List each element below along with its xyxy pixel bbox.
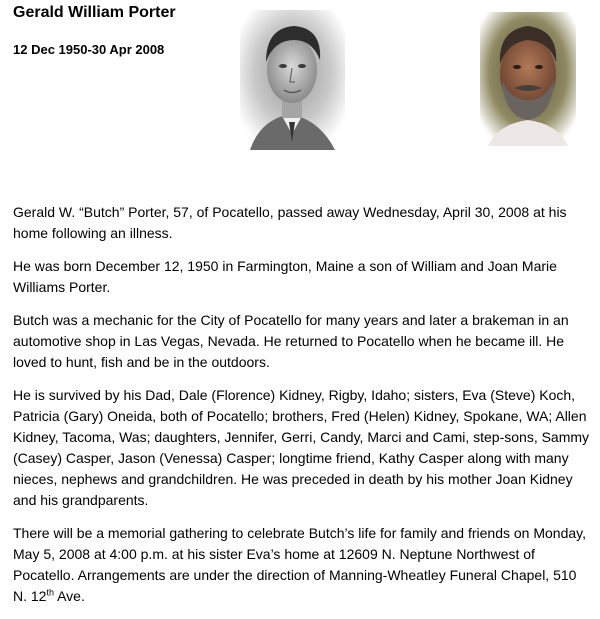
obituary-paragraph-1: Gerald W. “Butch” Porter, 57, of Pocatello, passed away Wednesday, April 30, 2008 at his home following an illness.	[13, 204, 567, 241]
obituary-paragraph-5-end: Ave.	[53, 588, 85, 604]
portrait-young-photo	[240, 10, 345, 150]
deceased-name: Gerald William Porter	[13, 4, 176, 21]
life-dates: 12 Dec 1950-30 Apr 2008	[13, 42, 165, 57]
portrait-older-photo	[480, 12, 576, 146]
obituary-paragraph-5	[13, 523, 593, 607]
obituary-paragraph-2: He was born December 12, 1950 in Farmington, Maine a son of William and Joan Marie Williams Porter.	[13, 258, 557, 295]
obituary-paragraph-3: Butch was a mechanic for the City of Pocatello for many years and later a brakeman in an automotive shop in Las Vegas, Nevada. He returned to Pocatello when he became ill. He loved to hunt, fish and be in the outdoors.	[13, 312, 569, 370]
obituary-paragraph-5-main: There will be a memorial gathering to celebrate Butch’s life for family and friends on Monday, May 5, 2008 at 4:00 p.m. at his sister Eva’s home at 12609 N. Neptune Northwest of Pocatello. Arrangements are under the direction of Manning-Wheatley Funeral Chapel, 510 N. 12	[13, 525, 586, 604]
obituary-paragraph-4: He is survived by his Dad, Dale (Florence) Kidney, Rigby, Idaho; sisters, Eva (Steve) Koch, Patricia (Gary) Oneida, both of Pocatello; brothers, Fred (Helen) Kidney, Spokane, WA; Allen Kidney, Tacoma, Was; daughters, Jennifer, Gerri, Candy, Marci and Cami, step-sons, Sammy (Casey) Casper, Jason (Venessa) Casper; longtime friend, Kathy Casper along with many nieces, nephews and grandchildren. He was preceded in death by his mother Joan Kidney and his grandparents.	[13, 387, 590, 508]
ordinal-suffix: th	[46, 587, 54, 598]
obituary-text	[13, 202, 593, 619]
